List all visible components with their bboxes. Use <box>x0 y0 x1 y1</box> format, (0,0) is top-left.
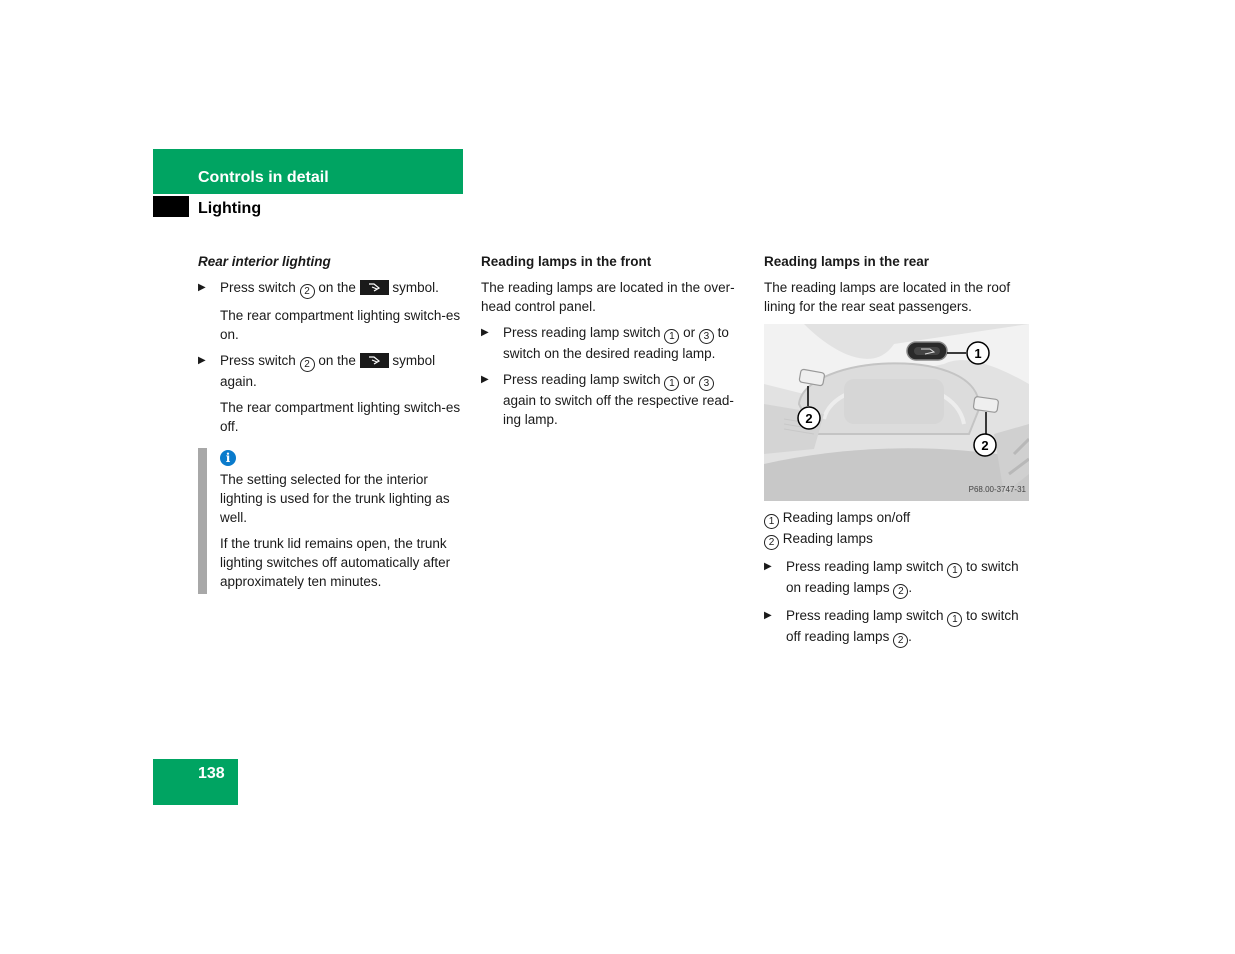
photo-callout-2: 2 <box>981 438 989 453</box>
section-title: Controls in detail <box>198 169 329 186</box>
callout-number: 2 <box>300 357 315 372</box>
page-number-box <box>153 759 238 805</box>
bullet-arrow-icon: ▶ <box>481 327 489 338</box>
callout-number: 2 <box>893 584 908 599</box>
callout-number: 3 <box>699 329 714 344</box>
photo-callout-2: 2 <box>805 411 813 426</box>
rear-lighting-symbol-icon <box>360 353 389 368</box>
info-icon: i <box>220 450 236 466</box>
info-bar <box>198 448 207 594</box>
rear-lighting-symbol-icon <box>360 280 389 295</box>
instruction-step: ▶ Press reading lamp switch 1 or 3 to switch on the desired reading lamp. <box>481 325 729 361</box>
instruction-step: ▶ Press reading lamp switch 1 to switch off reading lamps 2 . <box>764 608 1019 646</box>
photo-callout-1: 1 <box>974 346 982 361</box>
column-front-reading-lamps <box>481 252 747 436</box>
callout-number: 3 <box>699 376 714 391</box>
column-rear-reading-lamps <box>764 252 1030 655</box>
bullet-arrow-icon: ▶ <box>764 561 772 572</box>
callout-number: 2 <box>764 535 779 550</box>
result-text: The rear compartment lighting switch-es on. <box>220 308 461 342</box>
callout-number: 1 <box>664 376 679 391</box>
callout-number: 1 <box>764 514 779 529</box>
info-paragraph: If the trunk lid remains open, the trunk lighting switches off automatically after approximately ten minutes. <box>220 536 451 589</box>
instruction-step: ▶ Press switch 2 on the symbol again. <box>198 353 436 389</box>
callout-number: 2 <box>893 633 908 648</box>
callout-number: 1 <box>664 329 679 344</box>
rear-lamps-heading: Reading lamps in the rear <box>764 254 930 269</box>
column-rear-interior-lighting <box>198 252 463 598</box>
callout-number: 1 <box>947 563 962 578</box>
result-text: The rear compartment lighting switch-es off. <box>220 400 461 434</box>
subsection-title: Lighting <box>198 200 262 217</box>
bullet-arrow-icon: ▶ <box>481 374 489 385</box>
info-note <box>198 448 463 591</box>
instruction-step: ▶ Press switch 2 on the symbol. <box>198 280 439 297</box>
roof-lining-photo <box>764 324 1029 501</box>
info-paragraph: The setting selected for the interior lighting is used for the trunk lighting as well. <box>220 472 450 525</box>
front-lamps-heading: Reading lamps in the front <box>481 254 652 269</box>
intro-text: The reading lamps are located in the over-head control panel. <box>481 280 735 314</box>
callout-number: 1 <box>947 612 962 627</box>
intro-text: The reading lamps are located in the roof lining for the rear seat passengers. <box>764 280 1011 314</box>
bullet-arrow-icon: ▶ <box>198 355 206 366</box>
bullet-arrow-icon: ▶ <box>198 282 206 293</box>
page-number: 138 <box>198 765 225 782</box>
bullet-arrow-icon: ▶ <box>764 610 772 621</box>
legend-item: 1 Reading lamps on/off <box>764 508 1030 529</box>
instruction-step: ▶ Press reading lamp switch 1 to switch on reading lamps 2 . <box>764 559 1019 597</box>
rear-interior-heading: Rear interior lighting <box>198 254 331 269</box>
callout-number: 2 <box>300 284 315 299</box>
photo-reference-code: P68.00-3747-31 <box>968 485 1026 494</box>
subsection-marker <box>153 196 189 217</box>
legend-item: 2 Reading lamps <box>764 529 1030 550</box>
instruction-step: ▶ Press reading lamp switch 1 or 3 again to switch off the respective read-ing lamp. <box>481 372 734 427</box>
